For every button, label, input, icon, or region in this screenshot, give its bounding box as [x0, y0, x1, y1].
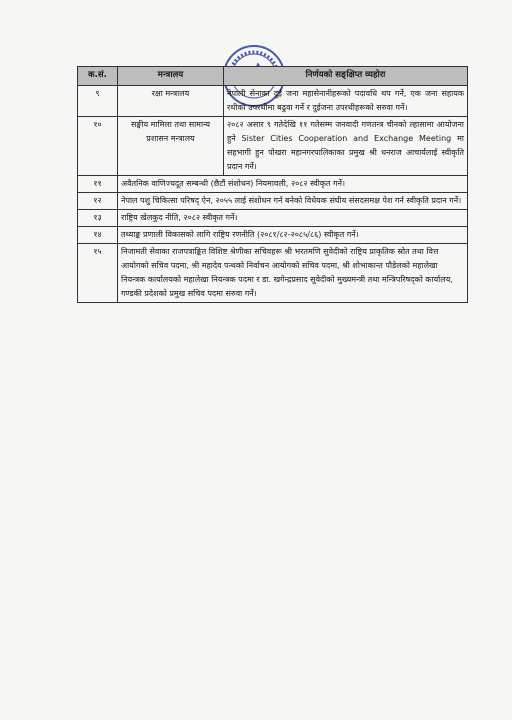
row-decision: निजामती सेवाका राजपत्राङ्कित विशिष्ट श्रेणीका सचिवहरू श्री भरतमणि सुवेदीको राष्ट्रिय प्राकृतिक स्रोत तथा वित्त आयोगको सचिव पदमा, श्री महादेव पन्थको निर्वाचन आयोगको सचिव पदमा, श्री शोभाकान्त पौडेलको महालेखा नियन्त्रक कार्यालयको महालेखा नियन्त्रक पदमा र डा. खगेन्द्रप्रसाद सुवेदीको मुख्यमन्त्री तथा मन्त्रिपरिषद्‌को कार्यालय, गण्डकी प्रदेशको प्रमुख सचिव पदमा सरुवा गर्ने। [118, 244, 468, 303]
table-row [78, 176, 468, 193]
row-ministry: रक्षा मन्त्रालय [118, 86, 224, 117]
header-serial: क.सं. [78, 67, 118, 86]
row-decision: तथ्याङ्क प्रणाली विकासको लागि राष्ट्रिय रणनीति (२०८१/८२-२०८५/८६) स्वीकृत गर्ने। [118, 227, 468, 244]
decisions-table [77, 66, 468, 303]
row-serial: ९ [78, 86, 118, 117]
table-row [78, 227, 468, 244]
row-serial: ११ [78, 176, 118, 193]
row-serial: १२ [78, 193, 118, 210]
table-row [78, 117, 468, 176]
table-header-row [78, 67, 468, 86]
row-decision: नेपाली सेनाका दुई जना महासेनानीहरूको पदावधि थप गर्ने, एक जना सहायक रथीको उपरथीमा बढुवा गर्ने र दुईजना उपरथीहरूको सरुवा गर्ने। [224, 86, 468, 117]
row-serial: १४ [78, 227, 118, 244]
row-serial: १० [78, 117, 118, 176]
row-decision: अवैतनिक वाणिज्यदूत सम्बन्धी (छैटौं संशोधन) नियमावली, २०८२ स्वीकृत गर्ने। [118, 176, 468, 193]
table-row [78, 244, 468, 303]
row-serial: १३ [78, 210, 118, 227]
table-row [78, 193, 468, 210]
row-decision: नेपाल पशु चिकित्सा परिषद् ऐन, २०५५ लाई संशोधन गर्न बनेको विधेयक संघीय संसदसमक्ष पेश गर्न स्वीकृति प्रदान गर्ने। [118, 193, 468, 210]
header-decision: निर्णयको सङ्क्षिप्त व्यहोरा [224, 67, 468, 86]
row-decision: २०८२ असार ९ गतेदेखि ११ गतेसम्म जनवादी गणतन्त्र चीनको ल्हासामा आयोजना हुने Sister Cities Cooperation and Exchange Meeting मा सहभागी हुन पोखरा महानगरपालिकाका प्रमुख श्री धनराज आचार्यलाई स्वीकृति प्रदान गर्ने। [224, 117, 468, 176]
table-row [78, 210, 468, 227]
header-ministry: मन्त्रालय [118, 67, 224, 86]
row-decision: राष्ट्रिय खेलकुद नीति, २०८२ स्वीकृत गर्ने। [118, 210, 468, 227]
row-ministry: सङ्घीय मामिला तथा सामान्य प्रशासन मन्त्रालय [118, 117, 224, 176]
table-row [78, 86, 468, 117]
row-serial: १५ [78, 244, 118, 303]
